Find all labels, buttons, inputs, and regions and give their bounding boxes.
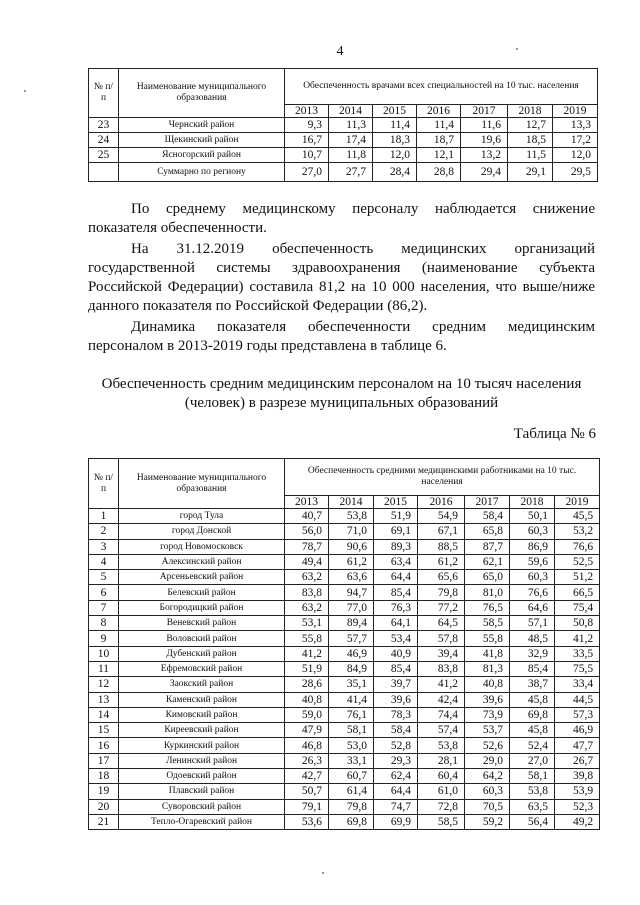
value-cell: 63,2 (285, 600, 329, 615)
row-number: 11 (89, 661, 119, 676)
municipality-name: Заокский район (119, 677, 285, 692)
value-cell: 53,8 (510, 784, 555, 799)
municipality-name: Суворовский район (119, 799, 285, 814)
municipality-name: Арсеньевский район (119, 570, 285, 585)
row-number: 21 (89, 814, 119, 829)
value-cell: 61,2 (418, 554, 465, 569)
value-cell: 11,4 (417, 118, 461, 133)
value-cell: 72,8 (418, 799, 465, 814)
value-cell: 63,4 (374, 554, 418, 569)
value-cell: 40,8 (285, 692, 329, 707)
row-number: 5 (89, 570, 119, 585)
value-cell: 52,8 (374, 738, 418, 753)
table-row (89, 570, 600, 585)
value-cell: 65,0 (465, 570, 510, 585)
value-cell: 76,3 (374, 600, 418, 615)
row-number: 16 (89, 738, 119, 753)
year-header: 2016 (417, 105, 461, 118)
value-cell: 94,7 (329, 585, 374, 600)
value-cell: 52,6 (465, 738, 510, 753)
value-cell: 58,5 (465, 616, 510, 631)
value-cell: 90,6 (329, 539, 374, 554)
municipality-name: Плавский район (119, 784, 285, 799)
row-number: 23 (89, 118, 119, 133)
value-cell: 85,4 (374, 585, 418, 600)
paragraph-dynamics: Динамика показателя обеспеченности средним медицинским персоналом в 2013-2019 годы представлена в таблице 6. (88, 319, 595, 354)
value-cell: 53,4 (374, 631, 418, 646)
value-cell: 58,1 (329, 723, 374, 738)
table-row (89, 769, 600, 784)
value-cell: 57,3 (555, 707, 600, 722)
row-number: 12 (89, 677, 119, 692)
value-cell: 69,8 (329, 814, 374, 829)
value-cell: 32,9 (510, 646, 555, 661)
value-cell: 55,8 (285, 631, 329, 646)
value-cell: 47,9 (285, 723, 329, 738)
table-row (89, 631, 600, 646)
value-cell: 65,6 (418, 570, 465, 585)
value-cell: 11,6 (461, 118, 508, 133)
table-label: Таблица № 6 (513, 426, 596, 442)
value-cell: 12,0 (373, 148, 417, 163)
value-cell: 76,1 (329, 707, 374, 722)
value-cell: 89,3 (374, 539, 418, 554)
scan-speck (516, 48, 518, 50)
value-cell: 41,2 (285, 646, 329, 661)
value-cell: 58,1 (510, 769, 555, 784)
value-cell: 11,8 (329, 148, 373, 163)
value-cell: 77,2 (418, 600, 465, 615)
municipality-name: Дубенский район (119, 646, 285, 661)
row-number: 2 (89, 524, 119, 539)
value-cell: 52,5 (555, 554, 600, 569)
year-header: 2019 (553, 105, 598, 118)
total-value: 29,1 (508, 163, 553, 182)
table-row (89, 554, 600, 569)
value-cell: 12,1 (417, 148, 461, 163)
value-cell: 42,7 (285, 769, 329, 784)
value-cell: 53,6 (285, 814, 329, 829)
value-cell: 41,8 (465, 646, 510, 661)
value-cell: 73,9 (465, 707, 510, 722)
value-cell: 53,2 (555, 524, 600, 539)
year-header: 2014 (329, 105, 373, 118)
municipality-name: Киреевский район (119, 723, 285, 738)
value-cell: 18,5 (508, 133, 553, 148)
value-cell: 54,9 (418, 509, 465, 524)
row-number: 8 (89, 616, 119, 631)
value-cell: 69,9 (374, 814, 418, 829)
value-cell: 70,5 (465, 799, 510, 814)
year-header: 2018 (510, 496, 555, 509)
value-cell: 87,7 (465, 539, 510, 554)
value-cell: 75,4 (555, 600, 600, 615)
municipality-name: Богородицкий район (119, 600, 285, 615)
value-cell: 46,9 (329, 646, 374, 661)
year-header: 2014 (329, 496, 374, 509)
value-cell: 17,4 (329, 133, 373, 148)
value-cell: 17,2 (553, 133, 598, 148)
value-cell: 41,2 (418, 677, 465, 692)
table-caption: Обеспеченность средним медицинским персоналом на 10 тысяч населения (человек) в разрезе муниципальных образований (101, 376, 582, 411)
value-cell: 45,5 (555, 509, 600, 524)
value-cell: 63,2 (285, 570, 329, 585)
value-cell: 66,5 (555, 585, 600, 600)
value-cell: 85,4 (510, 661, 555, 676)
value-cell: 39,7 (374, 677, 418, 692)
row-number: 10 (89, 646, 119, 661)
value-cell: 53,0 (329, 738, 374, 753)
value-cell: 60,3 (510, 524, 555, 539)
table-row (89, 616, 600, 631)
value-cell: 74,4 (418, 707, 465, 722)
value-cell: 9,3 (285, 118, 329, 133)
value-cell: 57,8 (418, 631, 465, 646)
table-row (89, 118, 598, 133)
table-row (89, 677, 600, 692)
value-cell: 46,9 (555, 723, 600, 738)
value-cell: 40,8 (465, 677, 510, 692)
table-row (89, 799, 600, 814)
municipality-name: Воловский район (119, 631, 285, 646)
value-cell: 57,7 (329, 631, 374, 646)
year-header: 2019 (555, 496, 600, 509)
value-cell: 62,1 (465, 554, 510, 569)
year-header: 2013 (285, 496, 329, 509)
value-cell: 83,8 (285, 585, 329, 600)
value-cell: 18,3 (373, 133, 417, 148)
table-row (89, 723, 600, 738)
value-cell: 10,7 (285, 148, 329, 163)
value-cell: 76,6 (555, 539, 600, 554)
value-cell: 64,4 (374, 570, 418, 585)
value-cell: 64,2 (465, 769, 510, 784)
column-header-num: № п/п (89, 459, 119, 509)
value-cell: 53,7 (465, 723, 510, 738)
value-cell: 13,3 (553, 118, 598, 133)
value-cell: 53,8 (418, 738, 465, 753)
value-cell: 33,1 (329, 753, 374, 768)
paragraph-provision: На 31.12.2019 обеспеченность медицинских организаций государственной системы здравоохранения (наименование субъекта Российской Федерации) составила 81,2 на 10 000 населения, что выше/ниже данного показателя по Российской Федерации (86,2). (88, 241, 595, 314)
municipality-name: Алексинский район (119, 554, 285, 569)
value-cell: 60,3 (465, 784, 510, 799)
value-cell: 39,6 (465, 692, 510, 707)
value-cell: 58,5 (418, 814, 465, 829)
value-cell: 56,4 (510, 814, 555, 829)
row-number: 17 (89, 753, 119, 768)
value-cell: 49,4 (285, 554, 329, 569)
value-cell: 51,9 (374, 509, 418, 524)
table-row (89, 148, 598, 163)
value-cell: 28,1 (418, 753, 465, 768)
value-cell: 27,0 (510, 753, 555, 768)
scan-speck (322, 872, 324, 874)
table-row (89, 707, 600, 722)
value-cell: 63,5 (510, 799, 555, 814)
year-header: 2018 (508, 105, 553, 118)
municipality-name: город Тула (119, 509, 285, 524)
total-value: 29,5 (553, 163, 598, 182)
municipality-name: Кимовский район (119, 707, 285, 722)
municipality-name: Белевский район (119, 585, 285, 600)
row-number: 24 (89, 133, 119, 148)
value-cell: 69,8 (510, 707, 555, 722)
value-cell: 40,9 (374, 646, 418, 661)
value-cell: 65,8 (465, 524, 510, 539)
value-cell: 64,4 (374, 784, 418, 799)
value-cell: 77,0 (329, 600, 374, 615)
row-number: 4 (89, 554, 119, 569)
year-header: 2017 (465, 496, 510, 509)
value-cell: 53,8 (329, 509, 374, 524)
value-cell: 33,5 (555, 646, 600, 661)
value-cell: 39,6 (374, 692, 418, 707)
value-cell: 60,3 (510, 570, 555, 585)
value-cell: 45,8 (510, 692, 555, 707)
value-cell: 50,7 (285, 784, 329, 799)
column-header-group: Обеспеченность средними медицинскими работниками на 10 тыс. населения (285, 459, 600, 496)
physicians-table (88, 68, 598, 182)
year-header: 2016 (418, 496, 465, 509)
value-cell: 78,7 (285, 539, 329, 554)
table-row (89, 585, 600, 600)
value-cell: 71,0 (329, 524, 374, 539)
row-number: 20 (89, 799, 119, 814)
municipality-name: Чернский район (119, 118, 285, 133)
scan-speck (24, 90, 26, 92)
value-cell: 55,8 (465, 631, 510, 646)
value-cell: 19,6 (461, 133, 508, 148)
value-cell: 86,9 (510, 539, 555, 554)
municipality-name: Каменский район (119, 692, 285, 707)
total-value: 27,7 (329, 163, 373, 182)
value-cell: 81,3 (465, 661, 510, 676)
value-cell: 69,1 (374, 524, 418, 539)
value-cell: 53,1 (285, 616, 329, 631)
value-cell: 49,2 (555, 814, 600, 829)
table-row (89, 524, 600, 539)
value-cell: 18,7 (417, 133, 461, 148)
value-cell: 11,4 (373, 118, 417, 133)
value-cell: 12,0 (553, 148, 598, 163)
table-row (89, 692, 600, 707)
value-cell: 50,8 (555, 616, 600, 631)
value-cell: 53,9 (555, 784, 600, 799)
value-cell: 39,8 (555, 769, 600, 784)
year-header: 2015 (373, 105, 417, 118)
value-cell: 41,2 (555, 631, 600, 646)
value-cell: 44,5 (555, 692, 600, 707)
value-cell: 79,1 (285, 799, 329, 814)
municipality-name: Ефремовский район (119, 661, 285, 676)
year-header: 2015 (374, 496, 418, 509)
value-cell: 45,8 (510, 723, 555, 738)
municipality-name: город Донской (119, 524, 285, 539)
column-header-name: Наименование муниципального образования (119, 459, 285, 509)
value-cell: 59,0 (285, 707, 329, 722)
value-cell: 28,6 (285, 677, 329, 692)
value-cell: 83,8 (418, 661, 465, 676)
value-cell: 39,4 (418, 646, 465, 661)
column-header-group: Обеспеченность врачами всех специальностей на 10 тыс. населения (285, 69, 598, 105)
value-cell: 13,2 (461, 148, 508, 163)
value-cell: 81,0 (465, 585, 510, 600)
value-cell: 11,3 (329, 118, 373, 133)
table-row (89, 646, 600, 661)
value-cell: 62,4 (374, 769, 418, 784)
municipality-name: город Новомосковск (119, 539, 285, 554)
table-row (89, 661, 600, 676)
municipality-name: Щекинский район (119, 133, 285, 148)
value-cell: 26,3 (285, 753, 329, 768)
value-cell: 60,4 (418, 769, 465, 784)
value-cell: 51,2 (555, 570, 600, 585)
table-row (89, 539, 600, 554)
value-cell: 78,3 (374, 707, 418, 722)
table-row (89, 133, 598, 148)
value-cell: 47,7 (555, 738, 600, 753)
value-cell: 35,1 (329, 677, 374, 692)
value-cell: 50,1 (510, 509, 555, 524)
row-number: 25 (89, 148, 119, 163)
municipality-name: Ленинский район (119, 753, 285, 768)
value-cell: 51,9 (285, 661, 329, 676)
value-cell: 42,4 (418, 692, 465, 707)
value-cell: 56,0 (285, 524, 329, 539)
value-cell: 67,1 (418, 524, 465, 539)
value-cell: 59,2 (465, 814, 510, 829)
value-cell: 76,6 (510, 585, 555, 600)
value-cell: 63,6 (329, 570, 374, 585)
value-cell: 89,4 (329, 616, 374, 631)
nurses-table (88, 458, 600, 830)
municipality-name: Одоевский район (119, 769, 285, 784)
row-number: 9 (89, 631, 119, 646)
total-row (89, 163, 598, 182)
value-cell: 79,8 (418, 585, 465, 600)
municipality-name: Куркинский район (119, 738, 285, 753)
value-cell: 38,7 (510, 677, 555, 692)
table-row (89, 509, 600, 524)
value-cell: 61,0 (418, 784, 465, 799)
row-number: 13 (89, 692, 119, 707)
value-cell: 48,5 (510, 631, 555, 646)
paragraph-decline: По среднему медицинскому персоналу наблюдается снижение показателя обеспеченности. (88, 201, 595, 236)
value-cell: 76,5 (465, 600, 510, 615)
value-cell: 57,4 (418, 723, 465, 738)
row-number: 18 (89, 769, 119, 784)
value-cell: 57,1 (510, 616, 555, 631)
value-cell: 64,5 (418, 616, 465, 631)
value-cell: 33,4 (555, 677, 600, 692)
row-number: 6 (89, 585, 119, 600)
value-cell: 58,4 (374, 723, 418, 738)
total-label: Суммарно по региону (119, 163, 285, 182)
row-number (89, 163, 119, 182)
municipality-name: Тепло-Огаревский район (119, 814, 285, 829)
value-cell: 85,4 (374, 661, 418, 676)
value-cell: 88,5 (418, 539, 465, 554)
value-cell: 59,6 (510, 554, 555, 569)
value-cell: 41,4 (329, 692, 374, 707)
value-cell: 26,7 (555, 753, 600, 768)
value-cell: 74,7 (374, 799, 418, 814)
table-row (89, 600, 600, 615)
column-header-num: № п/п (89, 69, 119, 118)
municipality-name: Ясногорский район (119, 148, 285, 163)
value-cell: 46,8 (285, 738, 329, 753)
total-value: 27,0 (285, 163, 329, 182)
total-value: 28,4 (373, 163, 417, 182)
value-cell: 75,5 (555, 661, 600, 676)
table-row (89, 784, 600, 799)
value-cell: 29,0 (465, 753, 510, 768)
row-number: 7 (89, 600, 119, 615)
page-number: 4 (336, 44, 344, 59)
year-header: 2017 (461, 105, 508, 118)
value-cell: 61,2 (329, 554, 374, 569)
value-cell: 52,3 (555, 799, 600, 814)
table-row (89, 753, 600, 768)
table-row (89, 738, 600, 753)
column-header-name: Наименование муниципального образования (119, 69, 285, 118)
year-header: 2013 (285, 105, 329, 118)
value-cell: 12,7 (508, 118, 553, 133)
row-number: 1 (89, 509, 119, 524)
value-cell: 16,7 (285, 133, 329, 148)
total-value: 28,8 (417, 163, 461, 182)
row-number: 19 (89, 784, 119, 799)
value-cell: 11,5 (508, 148, 553, 163)
value-cell: 58,4 (465, 509, 510, 524)
value-cell: 64,1 (374, 616, 418, 631)
value-cell: 60,7 (329, 769, 374, 784)
value-cell: 29,3 (374, 753, 418, 768)
municipality-name: Веневский район (119, 616, 285, 631)
total-value: 29,4 (461, 163, 508, 182)
table-row (89, 814, 600, 829)
row-number: 3 (89, 539, 119, 554)
value-cell: 79,8 (329, 799, 374, 814)
value-cell: 84,9 (329, 661, 374, 676)
value-cell: 40,7 (285, 509, 329, 524)
row-number: 14 (89, 707, 119, 722)
value-cell: 52,4 (510, 738, 555, 753)
value-cell: 64,6 (510, 600, 555, 615)
value-cell: 61,4 (329, 784, 374, 799)
row-number: 15 (89, 723, 119, 738)
